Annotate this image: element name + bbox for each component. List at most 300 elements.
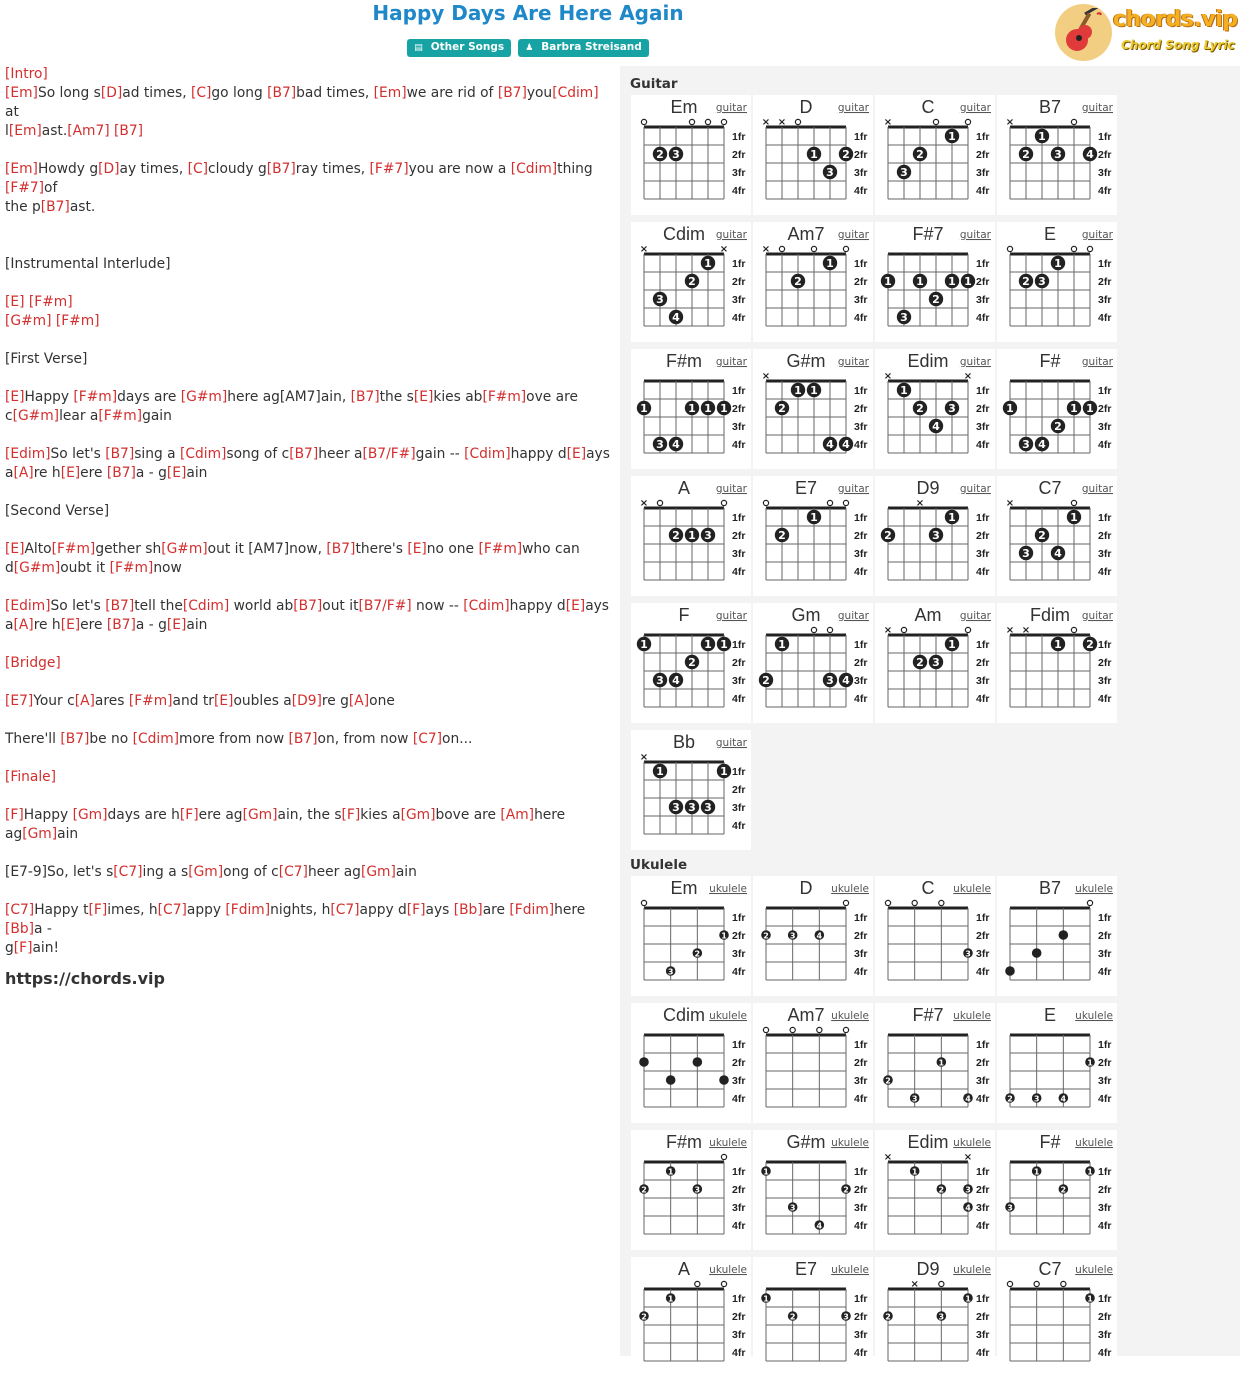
lyric-line xyxy=(5,673,615,692)
chord-link[interactable]: [G#m] xyxy=(161,541,208,557)
chord-link[interactable]: [G#m] xyxy=(5,313,52,329)
guitar-chord-card-e7[interactable] xyxy=(753,476,873,596)
finger-dot xyxy=(963,1202,973,1212)
finger-dot xyxy=(685,274,699,288)
finger-dot xyxy=(1051,546,1065,560)
lyric-line xyxy=(5,312,615,331)
svg-text:1: 1 xyxy=(884,275,892,288)
ukulele-chord-card-c[interactable] xyxy=(875,876,995,996)
ukulele-chord-card-e[interactable] xyxy=(997,1003,1117,1123)
lyric-line: [C7]Happy t[F]imes, h[C7]appy [Fdim]nights, h[C7]appy d[F]ays [Bb]are [Fdim]here [Bb]a - xyxy=(5,902,590,937)
chord-link[interactable]: [B7] xyxy=(497,85,527,101)
fret-label: 3fr xyxy=(1098,948,1112,960)
category-tag[interactable] xyxy=(407,39,511,57)
fret-label: 4fr xyxy=(1098,1347,1112,1359)
ukulele-chord-card-d[interactable] xyxy=(753,876,873,996)
chord-name: D9 xyxy=(916,1259,940,1279)
fret-label: 1fr xyxy=(854,1293,868,1305)
chord-link[interactable]: [B7] xyxy=(293,598,323,614)
open-string-marker xyxy=(721,1154,726,1159)
chord-name: F#m xyxy=(666,1132,702,1152)
finger-dot xyxy=(1019,147,1033,161)
svg-text:3: 3 xyxy=(789,931,796,941)
finger-dot xyxy=(963,1293,973,1303)
muted-string-marker: × xyxy=(883,1152,893,1163)
chord-link[interactable]: [B7] xyxy=(105,598,135,614)
fret-label: 3fr xyxy=(854,1075,868,1087)
chord-link[interactable]: [E] xyxy=(413,389,434,405)
guitar-chord-card-d9[interactable] xyxy=(875,476,995,596)
chord-name: G#m xyxy=(786,351,826,371)
svg-text:1: 1 xyxy=(826,257,834,270)
chord-link[interactable]: [G#m] xyxy=(12,408,60,424)
guitar-chord-card-c[interactable] xyxy=(875,95,995,215)
lyric-line: [Em]Howdy g[D]ay times, [C]cloudy g[B7]ray times, [F#7]you are now a [Cdim]thing [F#7]of xyxy=(5,161,598,196)
open-string-marker xyxy=(763,1027,768,1032)
finger-dot xyxy=(637,401,651,415)
lyric-line: c[G#m]lear a[F#m]gain xyxy=(5,408,172,424)
finger-dot xyxy=(685,800,699,814)
chord-link[interactable]: [F] xyxy=(88,902,108,918)
ukulele-chord-card-fsharp[interactable] xyxy=(997,1130,1117,1250)
svg-text:3: 3 xyxy=(826,674,834,687)
finger-dot xyxy=(717,764,731,778)
chord-link[interactable]: [Cdim] xyxy=(463,598,510,614)
chord-link[interactable]: [F#7] xyxy=(369,161,409,177)
chord-name: F#7 xyxy=(912,224,944,244)
svg-text:2: 2 xyxy=(789,1312,796,1322)
svg-text:1: 1 xyxy=(640,638,648,651)
fret-label: 3fr xyxy=(854,1329,868,1341)
chord-link[interactable]: [F#7] xyxy=(5,180,45,196)
finger-dot xyxy=(701,256,715,270)
ukulele-chord-card-c7[interactable] xyxy=(997,1257,1117,1377)
chord-link[interactable]: [E] xyxy=(5,541,25,557)
ukulele-chord-card-em[interactable] xyxy=(631,876,751,996)
svg-text:3: 3 xyxy=(1033,1094,1040,1104)
ukulele-chord-card-fsharp7[interactable] xyxy=(875,1003,995,1123)
finger-dot xyxy=(1059,930,1069,940)
guitar-chord-card-edim[interactable] xyxy=(875,349,995,469)
muted-string-marker: × xyxy=(963,1152,973,1163)
finger-dot xyxy=(945,129,959,143)
fret-label: 1fr xyxy=(1098,512,1112,524)
chord-link[interactable]: [F#m] xyxy=(478,541,523,557)
guitar-link: guitar xyxy=(959,610,991,622)
chord-link[interactable]: [Cdim] xyxy=(510,161,558,177)
ukulele-chord-card-fsharpm[interactable] xyxy=(631,1130,751,1250)
chord-link[interactable]: [Em] xyxy=(5,85,38,101)
open-string-marker xyxy=(843,246,848,251)
finger-dot xyxy=(1083,401,1097,415)
chord-link[interactable]: [Fdim] xyxy=(225,902,271,918)
chord-link[interactable]: [A] xyxy=(13,465,34,481)
chord-link[interactable]: [F] xyxy=(179,807,199,823)
fret-label: 2fr xyxy=(976,1057,990,1069)
lyric-line xyxy=(5,521,615,540)
fret-label: 3fr xyxy=(732,294,746,306)
chord-link[interactable]: [B7] xyxy=(289,446,319,462)
fret-label: 2fr xyxy=(732,530,746,542)
chord-link[interactable]: [Bb] xyxy=(5,921,34,937)
fret-label: 4fr xyxy=(732,439,746,451)
fret-label: 1fr xyxy=(976,385,990,397)
svg-text:4: 4 xyxy=(1086,148,1094,161)
chord-link[interactable]: [G#m] xyxy=(13,560,61,576)
open-string-marker xyxy=(657,500,662,505)
finger-dot xyxy=(913,147,927,161)
chord-link[interactable]: [E] xyxy=(5,389,25,405)
finger-dot xyxy=(963,948,973,958)
chord-link[interactable]: [B7] xyxy=(60,731,90,747)
fret-label: 1fr xyxy=(1098,1293,1112,1305)
finger-dot xyxy=(775,528,789,542)
chord-link[interactable]: [Em] xyxy=(373,85,407,101)
svg-text:3: 3 xyxy=(688,801,696,814)
svg-text:3: 3 xyxy=(789,1203,796,1213)
chord-link[interactable]: [F#m] xyxy=(73,389,118,405)
chord-link[interactable]: [Edim] xyxy=(5,446,51,462)
finger-dot xyxy=(841,1184,851,1194)
finger-dot xyxy=(701,528,715,542)
chord-link[interactable]: [B7/F#] xyxy=(358,598,412,614)
chord-link[interactable]: [E] xyxy=(60,465,81,481)
finger-dot xyxy=(910,1093,920,1103)
finger-dot xyxy=(788,1311,798,1321)
ukulele-chord-card-edim[interactable] xyxy=(875,1130,995,1250)
muted-string-marker: × xyxy=(761,117,771,128)
open-string-marker xyxy=(1071,627,1076,632)
fret-label: 3fr xyxy=(1098,294,1112,306)
fret-label: 2fr xyxy=(976,1184,990,1196)
chord-link[interactable]: [B7] xyxy=(114,123,144,139)
chord-link[interactable]: [C] xyxy=(191,85,212,101)
chord-link[interactable]: [E] xyxy=(166,465,187,481)
chord-link[interactable]: [Cdim] xyxy=(179,446,227,462)
fret-label: 1fr xyxy=(854,639,868,651)
tag-bar xyxy=(0,35,1056,57)
chord-name: Em xyxy=(670,97,698,117)
chord-name: C xyxy=(921,878,935,898)
lyric-line xyxy=(5,369,615,388)
guitar-link: guitar xyxy=(715,102,747,114)
guitar-chord-card-d[interactable] xyxy=(753,95,873,215)
chord-link[interactable]: [F#m] xyxy=(55,313,100,329)
open-string-marker xyxy=(689,119,694,124)
fret-label: 3fr xyxy=(1098,675,1112,687)
chord-link[interactable]: [E] xyxy=(166,617,187,633)
finger-dot xyxy=(1085,1057,1095,1067)
chord-name: Am7 xyxy=(787,224,825,244)
chord-link[interactable]: [E7] xyxy=(5,693,34,709)
finger-dot xyxy=(775,637,789,651)
chord-link[interactable]: [F#m] xyxy=(98,408,143,424)
chord-link[interactable]: [A] xyxy=(13,617,34,633)
chord-link[interactable]: [E] xyxy=(565,598,586,614)
chord-link[interactable]: [B7] xyxy=(40,199,70,215)
guitar-chord-card-fsharp7[interactable] xyxy=(875,222,995,342)
chord-link[interactable]: [C7] xyxy=(5,902,35,918)
fret-label: 1fr xyxy=(732,258,746,270)
guitar-chord-card-c7[interactable] xyxy=(997,476,1117,596)
chord-link[interactable]: [F#m] xyxy=(51,541,96,557)
fret-label: 1fr xyxy=(732,131,746,143)
finger-dot xyxy=(1067,510,1081,524)
chord-link[interactable]: [Cdim] xyxy=(132,731,180,747)
chord-link[interactable]: [B7] xyxy=(105,446,135,462)
chord-link[interactable]: [D9] xyxy=(291,693,322,709)
finger-dot xyxy=(701,637,715,651)
fret-label: 1fr xyxy=(976,258,990,270)
finger-dot xyxy=(945,274,959,288)
chord-link[interactable]: [B7/F#] xyxy=(362,446,416,462)
chord-link[interactable]: [E] xyxy=(407,541,427,557)
chord-link[interactable]: [Bridge] xyxy=(5,655,61,671)
guitar-chord-card-b7[interactable] xyxy=(997,95,1117,215)
svg-text:3: 3 xyxy=(843,1312,849,1322)
fret-label: 4fr xyxy=(1098,1093,1112,1105)
svg-text:3: 3 xyxy=(704,529,712,542)
guitar-chord-card-gm[interactable] xyxy=(753,603,873,723)
ukulele-chord-card-b7[interactable] xyxy=(997,876,1117,996)
fret-label: 3fr xyxy=(976,167,990,179)
fret-label: 3fr xyxy=(732,421,746,433)
svg-text:1: 1 xyxy=(810,148,818,161)
svg-text:2: 2 xyxy=(884,529,892,542)
chord-link[interactable]: [Edim] xyxy=(5,598,51,614)
finger-dot xyxy=(761,1293,771,1303)
chord-name: B7 xyxy=(1038,97,1062,117)
chord-link[interactable]: [Am] xyxy=(500,807,535,823)
open-string-marker xyxy=(1071,119,1076,124)
chord-name: C7 xyxy=(1038,1259,1062,1279)
guitar-chord-card-cdim[interactable] xyxy=(631,222,751,342)
chord-link[interactable]: [Em] xyxy=(5,161,38,177)
chord-link[interactable]: [Gm] xyxy=(360,864,396,880)
svg-text:2: 2 xyxy=(688,656,696,669)
chord-link[interactable]: [B7] xyxy=(350,389,380,405)
guitar-chord-card-gsharpm[interactable] xyxy=(753,349,873,469)
fret-label: 1fr xyxy=(732,1166,746,1178)
chord-link[interactable]: [C7] xyxy=(278,864,308,880)
chord-link[interactable]: [Cdim] xyxy=(182,598,230,614)
finger-dot xyxy=(839,673,853,687)
ukulele-chord-card-cdim[interactable] xyxy=(631,1003,751,1123)
guitar-chord-card-em[interactable] xyxy=(631,95,751,215)
svg-text:1: 1 xyxy=(720,638,728,651)
chord-link[interactable]: [E] xyxy=(213,693,234,709)
fret-label: 2fr xyxy=(732,276,746,288)
lyric-line xyxy=(5,711,615,730)
fret-label: 2fr xyxy=(976,930,990,942)
artist-tag[interactable] xyxy=(518,39,649,57)
chord-link[interactable]: [Bb] xyxy=(453,902,483,918)
chord-name: F#m xyxy=(666,351,702,371)
guitar-chord-card-a[interactable] xyxy=(631,476,751,596)
chord-link[interactable]: [Gm] xyxy=(188,864,224,880)
chord-link[interactable]: [Gm] xyxy=(22,826,58,842)
chord-link[interactable]: [B7] xyxy=(106,617,136,633)
fret-label: 3fr xyxy=(976,548,990,560)
guitar-chord-card-f[interactable] xyxy=(631,603,751,723)
svg-text:1: 1 xyxy=(948,511,956,524)
chord-link[interactable]: [B7] xyxy=(288,731,318,747)
fret-label: 2fr xyxy=(732,930,746,942)
chord-link[interactable]: [E] xyxy=(566,446,587,462)
finger-dot xyxy=(883,1311,893,1321)
chord-link[interactable]: [A] xyxy=(74,693,95,709)
fret-label: 2fr xyxy=(732,1311,746,1323)
ukulele-link: ukulele xyxy=(709,1264,747,1276)
guitar-chord-card-bb[interactable] xyxy=(631,730,751,850)
chord-link[interactable]: [B7] xyxy=(266,161,296,177)
finger-dot xyxy=(685,528,699,542)
lyric-line: [E]Happy [F#m]days are [G#m]here ag[AM7]ain, [B7]the s[E]kies ab[F#m]ove are xyxy=(5,389,578,405)
guitar-chord-card-e[interactable] xyxy=(997,222,1117,342)
ukulele-link: ukulele xyxy=(1075,1010,1113,1022)
fret-label: 4fr xyxy=(976,312,990,324)
chord-link[interactable]: [B7] xyxy=(106,465,136,481)
chord-link[interactable]: [Gm] xyxy=(242,807,278,823)
svg-text:1: 1 xyxy=(704,257,712,270)
chord-link[interactable]: [F#m] xyxy=(128,693,173,709)
svg-text:2: 2 xyxy=(1022,275,1030,288)
lyric-line xyxy=(5,483,615,502)
footer-url[interactable]: https://chords.vip xyxy=(5,969,165,988)
guitar-link: guitar xyxy=(837,483,869,495)
chord-link[interactable]: [B7] xyxy=(267,85,297,101)
svg-text:2: 2 xyxy=(842,148,850,161)
fret-label: 3fr xyxy=(732,1329,746,1341)
muted-string-marker: × xyxy=(761,244,771,255)
site-logo[interactable] xyxy=(1055,4,1238,62)
chord-link[interactable]: [Gm] xyxy=(72,807,108,823)
fret-label: 3fr xyxy=(732,675,746,687)
finger-dot xyxy=(910,1166,920,1176)
open-string-marker xyxy=(721,500,726,505)
svg-text:2: 2 xyxy=(932,293,940,306)
open-string-marker xyxy=(1007,1281,1012,1286)
guitar-chord-card-fdim[interactable] xyxy=(997,603,1117,723)
logo-text: chords.vip xyxy=(1113,7,1238,32)
chord-link[interactable]: [E] xyxy=(60,617,81,633)
fret-label: 4fr xyxy=(1098,439,1112,451)
chord-link[interactable]: [F] xyxy=(13,940,33,956)
chord-link[interactable]: [C7] xyxy=(330,902,360,918)
fret-label: 1fr xyxy=(854,912,868,924)
chord-link[interactable]: [B7] xyxy=(326,541,356,557)
svg-text:3: 3 xyxy=(900,166,908,179)
chord-link[interactable]: [C7] xyxy=(113,864,143,880)
fret-label: 1fr xyxy=(976,1166,990,1178)
fret-label: 2fr xyxy=(1098,1184,1112,1196)
svg-text:2: 2 xyxy=(916,656,924,669)
chord-link[interactable]: [D] xyxy=(98,161,120,177)
ukulele-chord-card-a[interactable] xyxy=(631,1257,751,1377)
guitar-chord-card-fsharp[interactable] xyxy=(997,349,1117,469)
svg-text:2: 2 xyxy=(641,1185,647,1195)
lyric-line xyxy=(5,217,615,236)
lyric-line: [Instrumental Interlude] xyxy=(5,256,171,272)
chord-link[interactable]: [C] xyxy=(187,161,209,177)
chord-link[interactable]: [Gm] xyxy=(400,807,436,823)
finger-dot xyxy=(961,274,975,288)
guitar-chord-card-fsharpm[interactable] xyxy=(631,349,751,469)
finger-dot xyxy=(929,419,943,433)
chord-link[interactable]: [Cdim] xyxy=(464,446,511,462)
svg-text:4: 4 xyxy=(965,1203,971,1213)
lyric-line: d[G#m]oubt it [F#m]now xyxy=(5,560,182,576)
ukulele-chord-card-e7[interactable] xyxy=(753,1257,873,1377)
svg-text:1: 1 xyxy=(948,130,956,143)
finger-dot xyxy=(1035,528,1049,542)
ukulele-link: ukulele xyxy=(1075,1137,1113,1149)
ukulele-chord-card-gsharpm[interactable] xyxy=(753,1130,873,1250)
fret-label: 2fr xyxy=(854,149,868,161)
chord-link[interactable]: [Cdim] xyxy=(552,85,599,101)
guitar-link: guitar xyxy=(959,483,991,495)
lyric-line: [E]Alto[F#m]gether sh[G#m]out it [AM7]now, [B7]there's [E]no one [F#m]who can xyxy=(5,541,580,557)
finger-dot xyxy=(653,764,667,778)
chord-link[interactable]: [C7] xyxy=(157,902,187,918)
svg-text:2: 2 xyxy=(694,949,701,959)
finger-dot xyxy=(1059,1093,1069,1103)
chord-name: B7 xyxy=(1038,878,1062,898)
chord-link[interactable]: [E] xyxy=(5,294,25,310)
chord-link[interactable]: [F#m] xyxy=(28,294,73,310)
chord-link[interactable]: [G#m] xyxy=(180,389,228,405)
ukulele-link: ukulele xyxy=(831,1137,869,1149)
open-string-marker xyxy=(1087,246,1092,251)
chord-link[interactable]: [Em] xyxy=(8,123,42,139)
fret-label: 1fr xyxy=(1098,131,1112,143)
svg-text:1: 1 xyxy=(688,529,696,542)
chord-link[interactable]: [F] xyxy=(406,902,426,918)
guitar-icon xyxy=(1061,8,1107,58)
svg-text:2: 2 xyxy=(885,1312,891,1322)
chord-link[interactable]: [Intro] xyxy=(5,66,48,82)
chord-link[interactable]: [F] xyxy=(341,807,361,823)
guitar-chord-card-am[interactable] xyxy=(875,603,995,723)
open-string-marker xyxy=(827,627,832,632)
chord-link[interactable]: [A] xyxy=(348,693,370,709)
chord-link[interactable]: [D] xyxy=(100,85,123,101)
fret-label: 3fr xyxy=(854,167,868,179)
chord-link[interactable]: [Fdim] xyxy=(509,902,555,918)
finger-dot xyxy=(929,528,943,542)
fret-label: 1fr xyxy=(854,258,868,270)
finger-dot xyxy=(666,966,676,976)
chord-name: C xyxy=(921,97,935,117)
finger-dot xyxy=(807,383,821,397)
chord-link[interactable]: [C7] xyxy=(412,731,443,747)
chord-link[interactable]: [Finale] xyxy=(5,769,57,785)
chord-link[interactable]: [F#m] xyxy=(109,560,154,576)
ukulele-chord-card-d9[interactable] xyxy=(875,1257,995,1377)
ukulele-chord-card-am7[interactable] xyxy=(753,1003,873,1123)
chord-link[interactable]: [Am7] xyxy=(67,123,110,139)
muted-string-marker: × xyxy=(761,371,771,382)
chord-name: E xyxy=(1043,1005,1057,1025)
open-string-marker xyxy=(939,900,944,905)
chord-name: D9 xyxy=(916,478,940,498)
lyric-line: [Second Verse] xyxy=(5,503,110,519)
chord-link[interactable]: [F] xyxy=(5,807,24,823)
ukulele-link: ukulele xyxy=(709,1137,747,1149)
guitar-chord-card-am7[interactable] xyxy=(753,222,873,342)
chord-link[interactable]: [F#m] xyxy=(482,389,527,405)
svg-text:2: 2 xyxy=(794,275,802,288)
